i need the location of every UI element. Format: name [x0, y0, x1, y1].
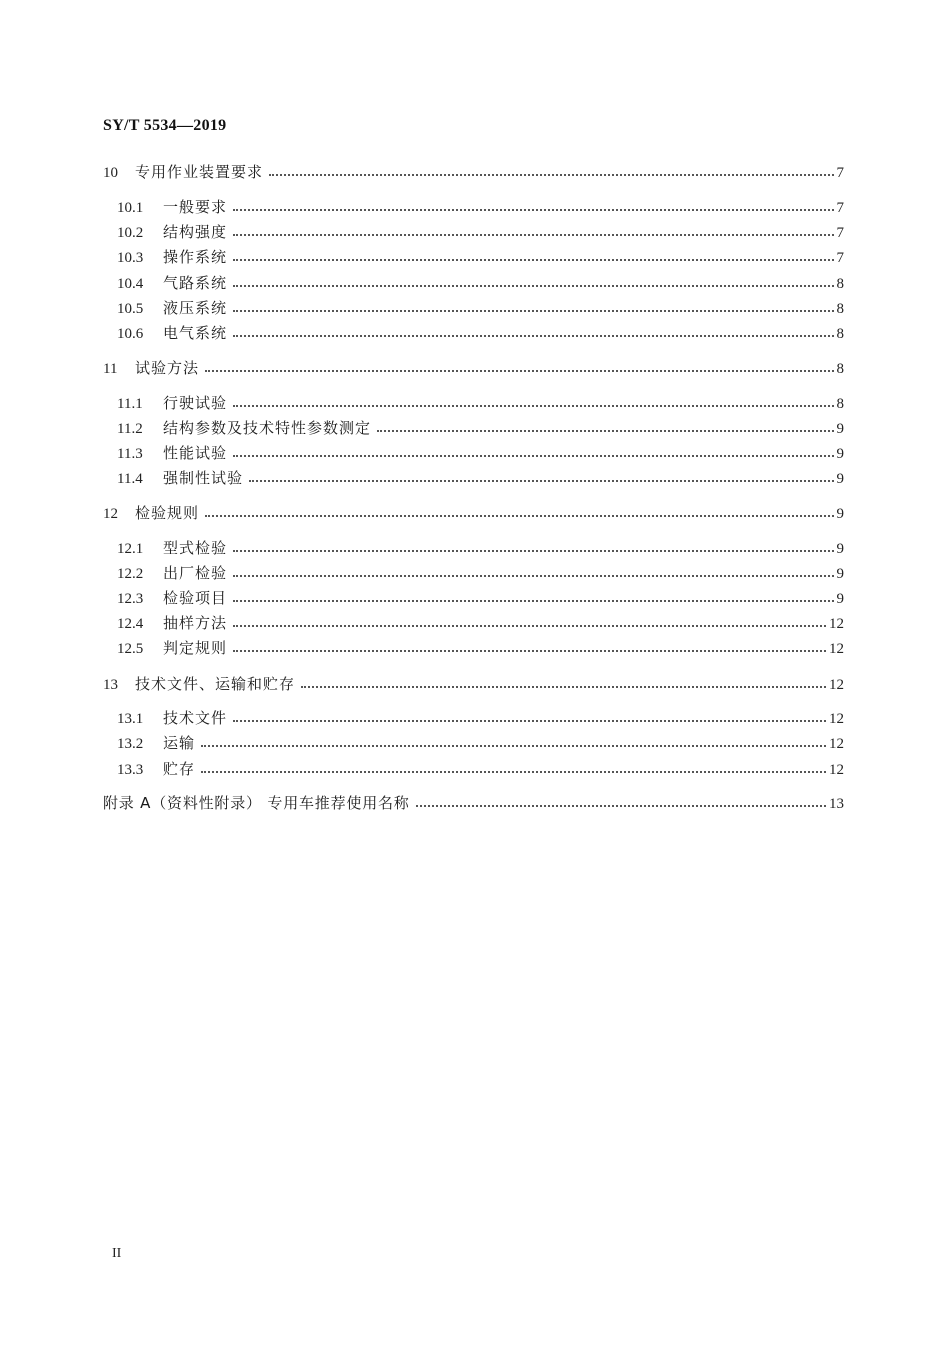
toc-leader-dots [233, 574, 833, 577]
toc-page-number: 12 [829, 762, 844, 778]
toc-leader-dots [233, 309, 833, 312]
toc-entry-11-3[interactable] [117, 441, 844, 465]
toc-entry-12[interactable] [103, 501, 844, 525]
toc-entry-10-2[interactable] [117, 220, 844, 244]
toc-leader-dots [233, 208, 833, 211]
toc-number: 10.6 [117, 326, 144, 342]
toc-title: 行驶试验 [163, 394, 228, 412]
toc-leader-dots [233, 624, 826, 627]
toc-title: 抽样方法 [163, 614, 228, 632]
toc-number: 12.4 [117, 616, 144, 632]
toc-page-number: 9 [836, 421, 844, 437]
toc-entry-10-6[interactable] [117, 321, 844, 345]
toc-leader-dots [233, 334, 833, 337]
toc-page-number: 8 [836, 326, 844, 342]
toc-number: 11 [103, 361, 118, 377]
toc-number: 12.5 [117, 641, 144, 657]
toc-leader-dots [233, 233, 833, 236]
toc-title: 检验项目 [163, 589, 228, 607]
toc-leader-dots [416, 804, 826, 807]
toc-page-number: 7 [836, 250, 844, 266]
toc-page-number: 13 [829, 796, 844, 812]
toc-leader-dots [205, 369, 833, 372]
toc-number: 12.3 [117, 591, 144, 607]
toc-title: 气路系统 [163, 274, 228, 292]
toc-number: 10.1 [117, 200, 144, 216]
toc-page-number: 9 [836, 506, 844, 522]
toc-page-number: 8 [836, 301, 844, 317]
toc-page-number: 9 [836, 446, 844, 462]
toc-title: 运输 [163, 734, 196, 752]
toc-number: 11.3 [117, 446, 143, 462]
toc-title: 检验规则 [135, 504, 200, 522]
toc-page-number: 9 [836, 471, 844, 487]
toc-entry-10-3[interactable] [117, 245, 844, 269]
toc-number: 11.4 [117, 471, 143, 487]
toc-entry-12-1[interactable] [117, 536, 844, 560]
toc-number: 11.1 [117, 396, 143, 412]
toc-entry-11-4[interactable] [117, 466, 844, 490]
toc-page-number: 9 [836, 591, 844, 607]
toc-leader-dots [233, 719, 826, 722]
toc-number: 11.2 [117, 421, 143, 437]
toc-number: 13.2 [117, 736, 144, 752]
toc-entry-appendix-a[interactable] [103, 791, 844, 815]
toc-page-number: 12 [829, 616, 844, 632]
toc-page-number: 9 [836, 541, 844, 557]
toc-number: 12 [103, 506, 118, 522]
toc-page-number: 7 [836, 225, 844, 241]
toc-title: 强制性试验 [163, 469, 244, 487]
toc-title: 技术文件、运输和贮存 [135, 675, 296, 693]
toc-title: 结构强度 [163, 223, 228, 241]
toc-number: 13 [103, 677, 118, 693]
toc-leader-dots [201, 770, 826, 773]
toc-title: 液压系统 [163, 299, 228, 317]
toc-leader-dots [233, 454, 833, 457]
toc-entry-12-2[interactable] [117, 561, 844, 585]
standard-code: SY/T 5534—2019 [103, 117, 227, 134]
toc-page-number: 12 [829, 641, 844, 657]
toc-page-number: 7 [836, 200, 844, 216]
toc-page-number: 8 [836, 396, 844, 412]
toc-leader-dots [301, 685, 826, 688]
toc-number: 10.2 [117, 225, 144, 241]
toc-page-number: 12 [829, 677, 844, 693]
toc-entry-13[interactable] [103, 672, 844, 696]
toc-title: 技术文件 [163, 709, 228, 727]
toc-number: 10.4 [117, 276, 144, 292]
toc-leader-dots [233, 549, 833, 552]
toc-entry-11[interactable] [103, 356, 844, 380]
toc-title: 贮存 [163, 760, 196, 778]
toc-title: 结构参数及技术特性参数测定 [163, 419, 372, 437]
toc-leader-dots [233, 258, 833, 261]
toc-page-number: 12 [829, 711, 844, 727]
toc-number: 13.3 [117, 762, 144, 778]
toc-page-number: 7 [836, 165, 844, 181]
toc-entry-13-1[interactable] [117, 706, 844, 730]
toc-title: 专用作业装置要求 [135, 163, 264, 181]
toc-number: 12.2 [117, 566, 144, 582]
toc-leader-dots [377, 429, 833, 432]
toc-leader-dots [233, 404, 833, 407]
toc-number: 10.5 [117, 301, 144, 317]
toc-leader-dots [249, 479, 833, 482]
toc-title: 出厂检验 [163, 564, 228, 582]
toc-leader-dots [233, 284, 833, 287]
toc-title: 型式检验 [163, 539, 228, 557]
toc-entry-10-4[interactable] [117, 271, 844, 295]
toc-title: 附录 A（资料性附录） 专用车推荐使用名称 [103, 794, 410, 812]
toc-entry-13-3[interactable] [117, 757, 844, 781]
toc-title: 性能试验 [163, 444, 228, 462]
toc-entry-11-1[interactable] [117, 391, 844, 415]
toc-number: 12.1 [117, 541, 144, 557]
toc-leader-dots [233, 599, 833, 602]
toc-number: 13.1 [117, 711, 144, 727]
toc-title: 试验方法 [135, 359, 200, 377]
toc-number: 10.3 [117, 250, 144, 266]
toc-leader-dots [205, 514, 833, 517]
toc-title: 一般要求 [163, 198, 228, 216]
toc-leader-dots [201, 744, 826, 747]
toc-entry-12-3[interactable] [117, 586, 844, 610]
toc-entry-12-4[interactable] [117, 611, 844, 635]
toc-page-number: 9 [836, 566, 844, 582]
toc-entry-13-2[interactable] [117, 731, 844, 755]
toc-entry-11-2[interactable] [117, 416, 844, 440]
toc-entry-12-5[interactable] [117, 636, 844, 660]
toc-leader-dots [233, 649, 826, 652]
toc-page-number: 8 [836, 361, 844, 377]
toc-page-number: 12 [829, 736, 844, 752]
toc-entry-10-5[interactable] [117, 296, 844, 320]
toc-entry-10-1[interactable] [117, 195, 844, 219]
toc-page-number: 8 [836, 276, 844, 292]
toc-number: 10 [103, 165, 118, 181]
toc-entry-10[interactable] [103, 160, 844, 184]
toc-title: 电气系统 [163, 324, 228, 342]
toc-leader-dots [269, 173, 833, 176]
toc-title: 判定规则 [163, 639, 228, 657]
toc-title: 操作系统 [163, 248, 228, 266]
page-numeral: II [112, 1246, 122, 1261]
